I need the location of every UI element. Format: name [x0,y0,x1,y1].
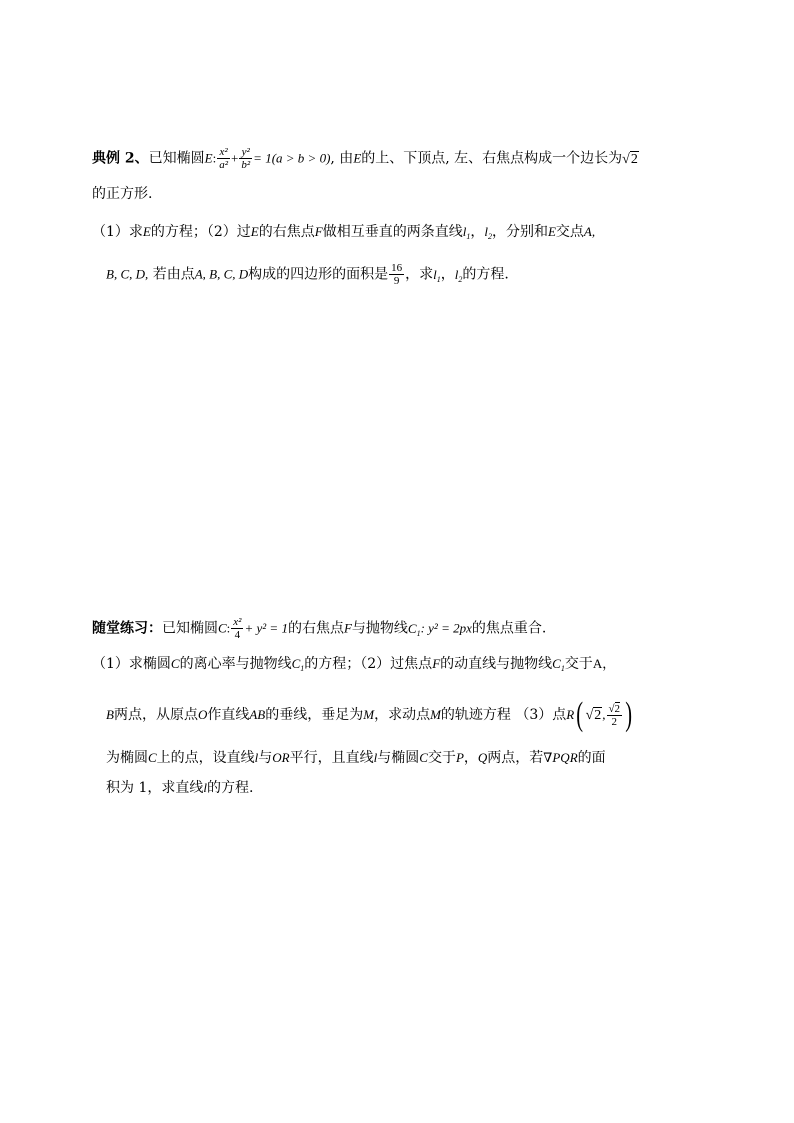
sqrt-2: √2 [622,151,638,167]
fraction-x2-4: $\frac{\text{x²}}{4}$ [233,616,242,641]
sqrt-2-coord: √2 [585,708,602,723]
example2-line3: （1）求E的方程；（2）过E的右焦点F做相互垂直的两条直线$l_1$，$l_2$，分别和E交点A, [92,224,596,241]
practice-label: 随堂练习： [92,620,162,637]
fraction-x2-a2: $\frac{\text{x²}}{\text{a²}}$ [219,146,229,171]
practice-line4: 为椭圆C上的点，设直线l与OR平行，且直线l与椭圆C交于P，Q两点，若∇PQR的面 [106,750,606,766]
practice-line1: 随堂练习：已知椭圆C: $\frac{\text{x²}}{4}$ + y² = 1的右焦点F与抛物线$C_1$: y² = 2px的焦点重合. [92,616,547,641]
practice-line3: B两点，从原点O作直线AB的垂线，垂足为M，求动点M的轨迹方程 （3）点R( √2, $\frac{√2}{2}$ ) [106,696,633,733]
example2-label: 典例 2、 [92,150,149,167]
fraction-y2-b2: $\frac{\text{y²}}{\text{b²}}$ [241,146,251,171]
fraction-sqrt2-2: $\frac{√2}{2}$ [608,702,621,728]
fraction-16-9: $\frac{16}{9}$ [391,262,403,287]
example2-line1: 典例 2、已知椭圆E: $\frac{\text{x²}}{\text{a²}}$ + $\frac{\text{y²}}{\text{b²}}$ = 1(a > b > 0), 由E的上、下顶点, 左、右焦点构成一个边长为√2 [92,146,638,171]
example2-line4: B, C, D, 若由点A, B, C, D构成的四边形的面积是 $\frac{16}{9}$ ，求$l_1$，$l_2$的方程. [106,262,509,287]
practice-line2: （1）求椭圆C的离心率与抛物线$C_1$的方程；（2）过焦点F的动直线与抛物线$C_1$交于A， [92,656,616,673]
practice-line5: 积为 1，求直线l的方程. [106,780,254,796]
example2-line2: 的正方形. [92,186,153,202]
